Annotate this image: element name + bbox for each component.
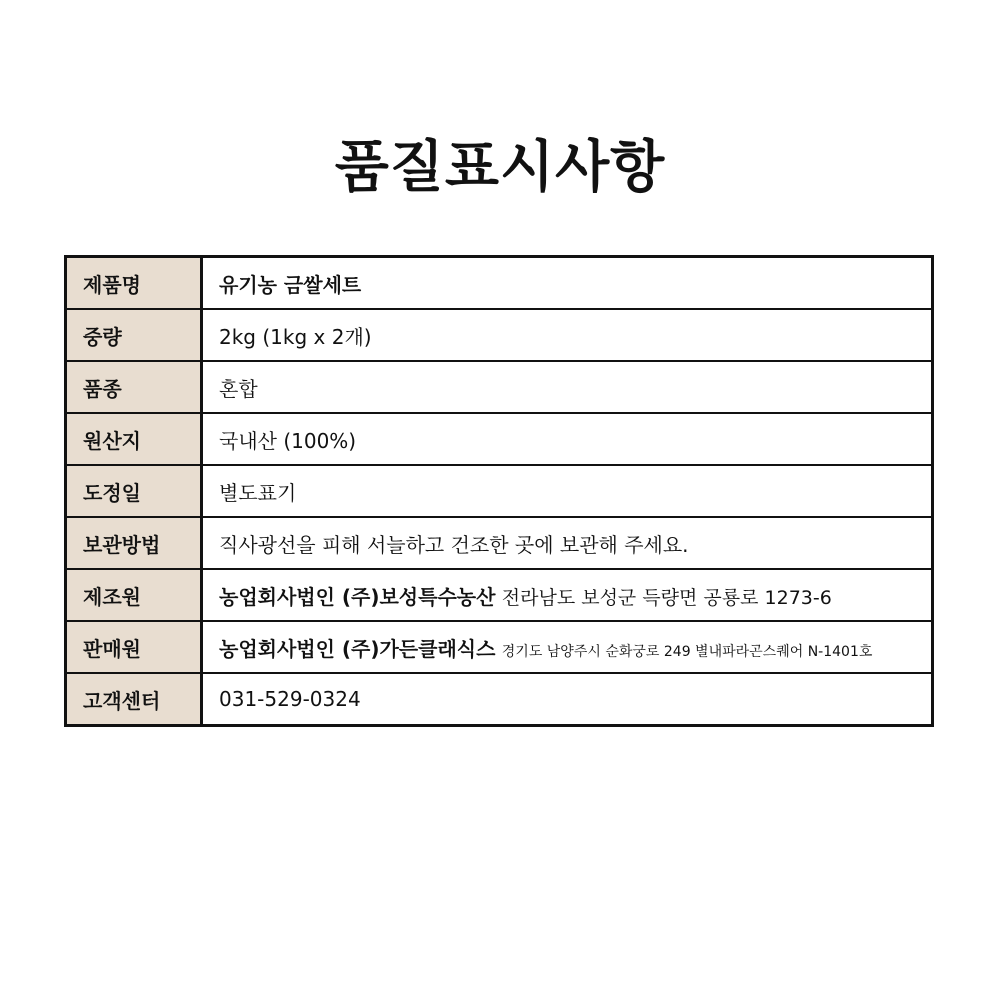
row-value-customer-center: 031-529-0324: [202, 673, 933, 726]
row-value-origin: 국내산 (100%): [202, 413, 933, 465]
table-row: [66, 309, 933, 361]
seller-address: 경기도 남양주시 순화궁로 249 별내파라곤스퀘어 N-1401호: [501, 643, 873, 660]
table-row: [66, 413, 933, 465]
row-value-manufacturer: [202, 569, 933, 621]
page-title: 품질표시사항: [334, 135, 666, 200]
row-label-milling-date: 도정일: [66, 465, 202, 517]
row-label-customer-center: 고객센터: [66, 673, 202, 726]
row-value-seller: [202, 621, 933, 673]
row-label-storage: 보관방법: [66, 517, 202, 569]
table-row: [66, 517, 933, 569]
row-label-seller: 판매원: [66, 621, 202, 673]
manufacturer-address: 전라남도 보성군 득량면 공룡로 1273-6: [501, 586, 832, 609]
table-row: [66, 673, 933, 726]
row-label-manufacturer: 제조원: [66, 569, 202, 621]
row-label-origin: 원산지: [66, 413, 202, 465]
seller-company: 농업회사법인 (주)가든클래식스: [219, 636, 496, 661]
manufacturer-company: 농업회사법인 (주)보성특수농산: [219, 584, 496, 609]
row-value-variety: 혼합: [202, 361, 933, 413]
quality-info-table: [64, 255, 934, 727]
row-value-milling-date: 별도표기: [202, 465, 933, 517]
row-label-weight: 중량: [66, 309, 202, 361]
row-value-storage: 직사광선을 피해 서늘하고 건조한 곳에 보관해 주세요.: [202, 517, 933, 569]
row-value-weight: 2kg (1kg x 2개): [202, 309, 933, 361]
table-row: [66, 361, 933, 413]
table-row: [66, 465, 933, 517]
table-row: [66, 569, 933, 621]
table-row: [66, 257, 933, 310]
row-value-product-name: 유기농 금쌀세트: [202, 257, 933, 310]
table-row: [66, 621, 933, 673]
row-label-product-name: 제품명: [66, 257, 202, 310]
row-label-variety: 품종: [66, 361, 202, 413]
